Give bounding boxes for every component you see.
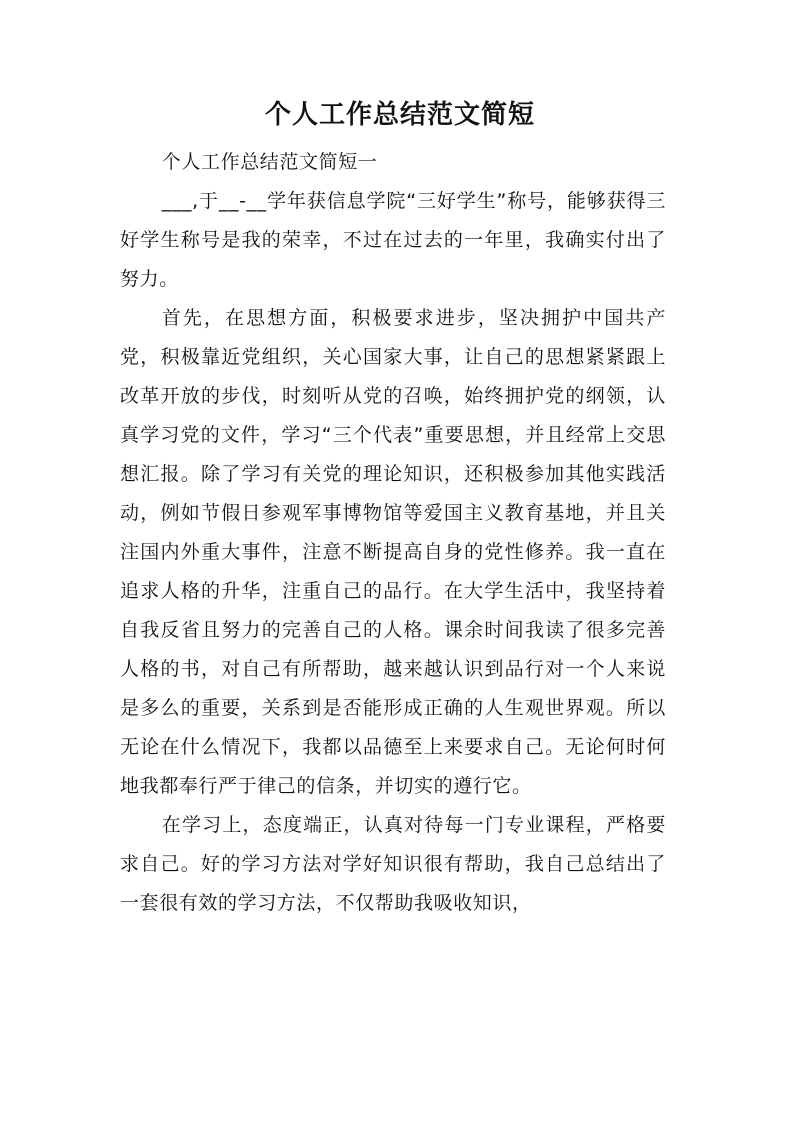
paragraph-ideology: 首先，在思想方面，积极要求进步，坚决拥护中国共产党，积极靠近党组织，关心国家大事，让自己的思想紧紧跟上改革开放的步伐，时刻听从党的召唤，始终拥护党的纲领，认真学习党的文件，学习“三个代表”重要思想，并且经常上交思想汇报。除了学习有关党的理论知识，还积极参加其他实践活动，例如节假日参观军事博物馆等爱国主义教育基地，并且关注国内外重大事件，注意不断提高自身的党性修养。我一直在追求人格的升华，注重自己的品行。在大学生活中，我坚持着自我反省且努力的完善自己的人格。课余时间我读了很多完善人格的书，对自己有所帮助，越来越认识到品行对一个人来说是多么的重要，关系到是否能形成正确的人生观世界观。所以无论在什么情况下，我都以品德至上来要求自己。无论何时何地我都奉行严于律己的信条，并切实的遵行它。 (120, 307, 666, 797)
document-body (120, 143, 666, 923)
paragraph-intro: ___,于__-__学年获信息学院“三好学生”称号，能够获得三好学生称号是我的荣幸，不过在过去的一年里，我确实付出了努力。 (120, 190, 666, 290)
section-heading: 个人工作总结范文简短一 (161, 151, 378, 173)
paragraph-study: 在学习上，态度端正，认真对待每一门专业课程，严格要求自己。好的学习方法对学好知识很有帮助，我自己总结出了一套很有效的学习方法，不仅帮助我吸收知识， (120, 814, 666, 914)
document-title: 个人工作总结范文简短 (264, 100, 535, 130)
